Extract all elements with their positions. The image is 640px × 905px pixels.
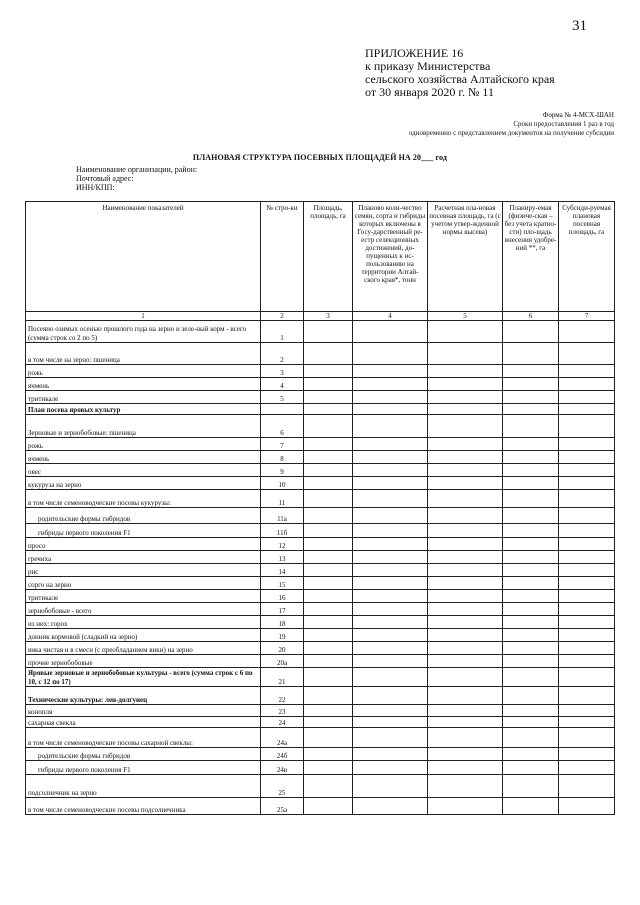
data-cell[interactable] (428, 490, 503, 508)
row-label: вика чистая и в смеси (с преобладанием вики) на зерно (26, 642, 261, 655)
data-cell[interactable] (559, 551, 615, 564)
data-cell[interactable] (353, 668, 428, 687)
data-cell[interactable] (304, 603, 353, 616)
row-label: донник кормовой (сладкий на зерно) (26, 629, 261, 642)
data-cell[interactable] (304, 477, 353, 490)
row-label: рис (26, 564, 261, 577)
data-cell[interactable] (304, 551, 353, 564)
postal-address-field: Почтовый адрес: (76, 174, 134, 183)
row-number: 21 (261, 668, 304, 687)
header-indicator-name: Наименование показателей (26, 202, 261, 312)
data-cell[interactable] (304, 687, 353, 705)
data-cell[interactable] (428, 616, 503, 629)
data-cell[interactable] (559, 477, 615, 490)
data-cell[interactable] (503, 761, 559, 775)
row-label: из них: горох (26, 616, 261, 629)
data-cell[interactable] (353, 717, 428, 728)
data-cell[interactable] (559, 603, 615, 616)
header-estimated-area: Расчетная пла-новая посевная площадь, га (с учетом утвер-жденной нормы высева) (428, 202, 503, 312)
data-cell[interactable] (304, 508, 353, 524)
data-cell[interactable] (428, 629, 503, 642)
data-cell[interactable] (503, 551, 559, 564)
data-cell[interactable] (304, 391, 353, 404)
data-cell[interactable] (304, 415, 353, 438)
data-cell[interactable] (503, 508, 559, 524)
data-cell[interactable] (428, 508, 503, 524)
data-cell[interactable] (503, 524, 559, 538)
data-cell[interactable] (304, 404, 353, 415)
column-number: 7 (559, 312, 615, 321)
data-cell[interactable] (353, 728, 428, 748)
data-cell[interactable] (353, 629, 428, 642)
data-cell[interactable] (559, 451, 615, 464)
table-row (26, 728, 615, 748)
row-number: 24в (261, 761, 304, 775)
data-cell[interactable] (428, 321, 503, 343)
form-deadline: Сроки предоставления 1 раз в год (513, 120, 614, 128)
row-number: 22 (261, 687, 304, 705)
data-cell[interactable] (503, 616, 559, 629)
row-label: кукуруза на зерно (26, 477, 261, 490)
table-row (26, 438, 615, 451)
data-cell[interactable] (503, 687, 559, 705)
row-label: родительские формы гибридов (26, 508, 261, 524)
data-cell[interactable] (503, 538, 559, 551)
row-label: прочие зернобобовые (26, 655, 261, 668)
data-cell[interactable] (353, 642, 428, 655)
data-cell[interactable] (428, 705, 503, 717)
data-cell[interactable] (304, 668, 353, 687)
column-number: 6 (503, 312, 559, 321)
row-number: 24б (261, 748, 304, 761)
data-cell[interactable] (304, 490, 353, 508)
table-row (26, 687, 615, 705)
data-cell[interactable] (353, 564, 428, 577)
data-cell[interactable] (353, 687, 428, 705)
data-cell[interactable] (559, 748, 615, 761)
data-cell[interactable] (304, 717, 353, 728)
row-number: 11 (261, 490, 304, 508)
data-cell[interactable] (353, 551, 428, 564)
data-cell[interactable] (559, 629, 615, 642)
data-cell[interactable] (559, 490, 615, 508)
table-row (26, 717, 615, 728)
table-row (26, 642, 615, 655)
data-cell[interactable] (428, 391, 503, 404)
inn-kpp-field: ИНН/КПП: (76, 183, 115, 192)
row-label: сорго на зерно (26, 577, 261, 590)
data-cell[interactable] (304, 451, 353, 464)
data-cell[interactable] (559, 538, 615, 551)
data-cell[interactable] (559, 717, 615, 728)
data-cell[interactable] (559, 321, 615, 343)
data-cell[interactable] (353, 438, 428, 451)
row-label: ячмень (26, 451, 261, 464)
data-cell[interactable] (428, 655, 503, 668)
data-cell[interactable] (428, 365, 503, 378)
data-cell[interactable] (353, 490, 428, 508)
row-label: План посева яровых культур (26, 404, 261, 415)
row-label: сахарная свекла (26, 717, 261, 728)
header-area: Площадь, площадь, га (304, 202, 353, 312)
data-cell[interactable] (559, 798, 615, 815)
data-cell[interactable] (559, 642, 615, 655)
row-number: 3 (261, 365, 304, 378)
row-number: 9 (261, 464, 304, 477)
data-cell[interactable] (353, 590, 428, 603)
data-cell[interactable] (559, 343, 615, 365)
row-number: 24 (261, 717, 304, 728)
data-cell[interactable] (559, 705, 615, 717)
data-cell[interactable] (503, 655, 559, 668)
table-row (26, 668, 615, 687)
data-cell[interactable] (559, 438, 615, 451)
data-cell[interactable] (428, 798, 503, 815)
row-number: 18 (261, 616, 304, 629)
data-cell[interactable] (428, 564, 503, 577)
data-cell[interactable] (428, 590, 503, 603)
data-cell[interactable] (304, 629, 353, 642)
table-row (26, 577, 615, 590)
data-cell[interactable] (559, 655, 615, 668)
header-seed-quantity: Планово коли-чество семян, сорта и гибриды которых включены в Госу-дарственный ре-естр селекционных достижений, до-пущенных к ис-пользованию на территории Алтай-ского края*, тонн (353, 202, 428, 312)
row-label: гибриды первого поколения F1 (26, 524, 261, 538)
table-row (26, 775, 615, 798)
data-cell[interactable] (503, 748, 559, 761)
data-cell[interactable] (428, 477, 503, 490)
table-row (26, 538, 615, 551)
data-cell[interactable] (428, 775, 503, 798)
data-cell[interactable] (304, 438, 353, 451)
data-cell[interactable] (428, 538, 503, 551)
row-label: Зерновые и зернобобовые: пшеница (26, 415, 261, 438)
data-cell[interactable] (428, 748, 503, 761)
data-cell[interactable] (559, 415, 615, 438)
data-cell[interactable] (559, 365, 615, 378)
data-cell[interactable] (503, 477, 559, 490)
data-cell[interactable] (304, 642, 353, 655)
data-cell[interactable] (428, 378, 503, 391)
data-cell[interactable] (503, 577, 559, 590)
table-row (26, 508, 615, 524)
row-label: овес (26, 464, 261, 477)
data-cell[interactable] (559, 464, 615, 477)
table-row (26, 564, 615, 577)
row-label: просо (26, 538, 261, 551)
data-cell[interactable] (428, 464, 503, 477)
data-cell[interactable] (428, 717, 503, 728)
appendix-line: к приказу Министерства (365, 59, 491, 73)
row-number: 15 (261, 577, 304, 590)
crop-structure-table (25, 201, 615, 815)
data-cell[interactable] (503, 378, 559, 391)
table-row (26, 378, 615, 391)
data-cell[interactable] (304, 798, 353, 815)
row-number: 2 (261, 343, 304, 365)
data-cell[interactable] (503, 451, 559, 464)
data-cell[interactable] (304, 365, 353, 378)
table-row (26, 798, 615, 815)
data-cell[interactable] (428, 343, 503, 365)
form-note: одновременно с представлением документов на получение субсидии (408, 129, 614, 137)
data-cell[interactable] (304, 538, 353, 551)
data-cell[interactable] (503, 343, 559, 365)
data-cell[interactable] (559, 378, 615, 391)
table-row (26, 551, 615, 564)
data-cell[interactable] (428, 761, 503, 775)
row-label: в том числе семеноводческие посевы подсолнечника (26, 798, 261, 815)
row-label: тритикале (26, 590, 261, 603)
data-cell[interactable] (503, 798, 559, 815)
row-label: Посеяно озимых осенью прошлого года на зерно и зеле-ный корм - всего (сумма строк со 2 по 5) (26, 321, 261, 343)
data-cell[interactable] (503, 590, 559, 603)
data-cell[interactable] (559, 668, 615, 687)
data-cell[interactable] (428, 404, 503, 415)
data-cell[interactable] (353, 477, 428, 490)
page-number: 31 (572, 18, 587, 34)
table-row (26, 616, 615, 629)
data-cell[interactable] (353, 524, 428, 538)
org-name-field: Наименование организации, район: (76, 165, 198, 174)
data-cell[interactable] (428, 642, 503, 655)
row-label: рожь (26, 438, 261, 451)
table-row (26, 629, 615, 642)
table-row (26, 464, 615, 477)
data-cell[interactable] (559, 564, 615, 577)
data-cell[interactable] (503, 404, 559, 415)
document-title: ПЛАНОВАЯ СТРУКТУРА ПОСЕВНЫХ ПЛОЩАДЕЙ НА 20___ год (192, 153, 448, 162)
data-cell[interactable] (428, 728, 503, 748)
appendix-title: ПРИЛОЖЕНИЕ 16 (365, 46, 464, 60)
row-number: 11б (261, 524, 304, 538)
data-cell[interactable] (503, 438, 559, 451)
data-cell[interactable] (503, 391, 559, 404)
row-number: 14 (261, 564, 304, 577)
data-cell[interactable] (428, 668, 503, 687)
data-cell[interactable] (353, 655, 428, 668)
table-row (26, 748, 615, 761)
data-cell[interactable] (503, 642, 559, 655)
data-cell[interactable] (304, 564, 353, 577)
table-row (26, 321, 615, 343)
data-cell[interactable] (353, 378, 428, 391)
header-fertilizer-area: Планиру-емая (физиче-ская – без учета кратно-сти) пло-щадь внесения удобре-ний **, га (503, 202, 559, 312)
table-row (26, 365, 615, 378)
row-number: 6 (261, 415, 304, 438)
data-cell[interactable] (428, 438, 503, 451)
data-cell[interactable] (353, 365, 428, 378)
data-cell[interactable] (353, 415, 428, 438)
table-row (26, 451, 615, 464)
row-number: 20 (261, 642, 304, 655)
data-cell[interactable] (559, 728, 615, 748)
data-cell[interactable] (503, 728, 559, 748)
column-number: 4 (353, 312, 428, 321)
data-cell[interactable] (304, 321, 353, 343)
data-cell[interactable] (353, 798, 428, 815)
data-cell[interactable] (559, 577, 615, 590)
data-cell[interactable] (559, 590, 615, 603)
data-cell[interactable] (353, 343, 428, 365)
data-cell[interactable] (353, 761, 428, 775)
data-cell[interactable] (353, 775, 428, 798)
row-label: рожь (26, 365, 261, 378)
row-number (261, 404, 304, 415)
table-row (26, 761, 615, 775)
data-cell[interactable] (304, 705, 353, 717)
data-cell[interactable] (304, 748, 353, 761)
data-cell[interactable] (503, 603, 559, 616)
row-label: гречиха (26, 551, 261, 564)
row-number: 19 (261, 629, 304, 642)
data-cell[interactable] (559, 761, 615, 775)
data-cell[interactable] (353, 748, 428, 761)
data-cell[interactable] (353, 705, 428, 717)
data-cell[interactable] (428, 524, 503, 538)
table-row (26, 524, 615, 538)
data-cell[interactable] (559, 391, 615, 404)
data-cell[interactable] (503, 717, 559, 728)
data-cell[interactable] (353, 577, 428, 590)
data-cell[interactable] (503, 668, 559, 687)
data-cell[interactable] (428, 603, 503, 616)
row-label: в том числе семеноводческие посевы кукурузы: (26, 490, 261, 508)
data-cell[interactable] (428, 687, 503, 705)
row-number: 25а (261, 798, 304, 815)
table-row (26, 705, 615, 717)
row-label: Яровые зерновые и зернобобовые культуры - всего (сумма строк с 6 по 10, с 12 по 17) (26, 668, 261, 687)
appendix-line: от 30 января 2020 г. № 11 (365, 85, 494, 99)
data-cell[interactable] (353, 508, 428, 524)
header-subsidized-area: Субсиди-руемая плановая посевная площадь, га (559, 202, 615, 312)
data-cell[interactable] (428, 577, 503, 590)
row-number: 4 (261, 378, 304, 391)
table-row (26, 477, 615, 490)
row-number: 24а (261, 728, 304, 748)
row-number: 16 (261, 590, 304, 603)
row-number: 13 (261, 551, 304, 564)
row-label: родительские формы гибридов (26, 748, 261, 761)
row-label: зернобобовые - всего (26, 603, 261, 616)
data-cell[interactable] (428, 451, 503, 464)
table-row (26, 404, 615, 415)
data-cell[interactable] (353, 538, 428, 551)
data-cell[interactable] (559, 508, 615, 524)
data-cell[interactable] (503, 775, 559, 798)
data-cell[interactable] (304, 761, 353, 775)
data-cell[interactable] (353, 603, 428, 616)
data-cell[interactable] (353, 464, 428, 477)
row-label: подсолнечник на зерно (26, 775, 261, 798)
data-cell[interactable] (503, 415, 559, 438)
data-cell[interactable] (503, 629, 559, 642)
data-cell[interactable] (559, 775, 615, 798)
row-number: 1 (261, 321, 304, 343)
row-number: 8 (261, 451, 304, 464)
data-cell[interactable] (304, 577, 353, 590)
data-cell[interactable] (304, 464, 353, 477)
column-number: 5 (428, 312, 503, 321)
table-row (26, 590, 615, 603)
data-cell[interactable] (353, 451, 428, 464)
data-cell[interactable] (304, 378, 353, 391)
row-label: в том числе на зерно: пшеница (26, 343, 261, 365)
data-cell[interactable] (304, 655, 353, 668)
data-cell[interactable] (559, 404, 615, 415)
header-row-number: № стро-ки (261, 202, 304, 312)
table-row (26, 655, 615, 668)
table-row (26, 343, 615, 365)
column-number: 3 (304, 312, 353, 321)
row-number: 10 (261, 477, 304, 490)
data-cell[interactable] (559, 616, 615, 629)
data-cell[interactable] (304, 590, 353, 603)
row-label: Технические культуры: лен-долгунец (26, 687, 261, 705)
data-cell[interactable] (503, 464, 559, 477)
row-number: 7 (261, 438, 304, 451)
data-cell[interactable] (559, 524, 615, 538)
table-row (26, 603, 615, 616)
row-number: 25 (261, 775, 304, 798)
column-number: 1 (26, 312, 261, 321)
row-number: 12 (261, 538, 304, 551)
row-number: 23 (261, 705, 304, 717)
row-number: 20а (261, 655, 304, 668)
data-cell[interactable] (353, 391, 428, 404)
data-cell[interactable] (428, 415, 503, 438)
data-cell[interactable] (304, 524, 353, 538)
data-cell[interactable] (428, 551, 503, 564)
data-cell[interactable] (503, 564, 559, 577)
column-number: 2 (261, 312, 304, 321)
data-cell[interactable] (353, 404, 428, 415)
data-cell[interactable] (304, 616, 353, 629)
table-row (26, 490, 615, 508)
data-cell[interactable] (503, 490, 559, 508)
table-row (26, 415, 615, 438)
table-row (26, 391, 615, 404)
data-cell[interactable] (353, 616, 428, 629)
data-cell[interactable] (503, 321, 559, 343)
row-number: 11а (261, 508, 304, 524)
data-cell[interactable] (353, 321, 428, 343)
row-label: конопля (26, 705, 261, 717)
row-label: в том числе семеноводческие посевы сахарной свеклы: (26, 728, 261, 748)
data-cell[interactable] (559, 687, 615, 705)
form-code: Форма № 4-МСХ-ШАН (542, 111, 614, 119)
data-cell[interactable] (304, 343, 353, 365)
row-label: ячмень (26, 378, 261, 391)
row-number: 17 (261, 603, 304, 616)
row-label: гибриды первого поколения F1 (26, 761, 261, 775)
data-cell[interactable] (503, 365, 559, 378)
data-cell[interactable] (503, 705, 559, 717)
row-label: тритикале (26, 391, 261, 404)
data-cell[interactable] (304, 728, 353, 748)
appendix-line: сельского хозяйства Алтайского края (365, 72, 555, 86)
data-cell[interactable] (304, 775, 353, 798)
row-number: 5 (261, 391, 304, 404)
